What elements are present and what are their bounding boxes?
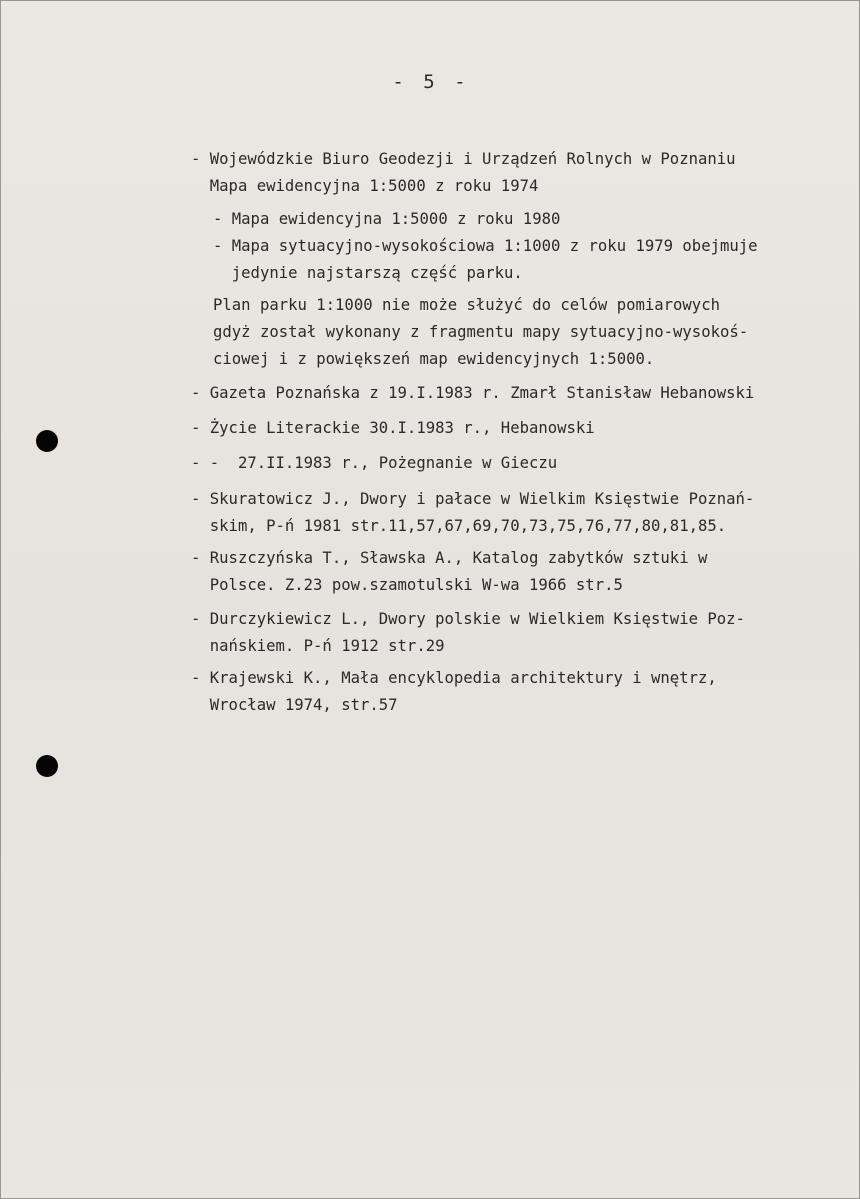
bibliography-line: - Krajewski K., Mała encyklopedia architektury i wnętrz, — [191, 669, 717, 687]
note-line: Plan parku 1:1000 nie może służyć do celów pomiarowych — [213, 296, 720, 314]
bibliography-line: nańskiem. P-ń 1912 str.29 — [191, 637, 445, 655]
bibliography-line: - Skuratowicz J., Dwory i pałace w Wielkim Księstwie Poznań- — [191, 490, 755, 508]
bibliography-line: - Mapa sytuacyjno-wysokościowa 1:1000 z roku 1979 obejmuje — [213, 237, 758, 255]
bibliography-line: - Wojewódzkie Biuro Geodezji i Urządzeń Rolnych w Poznaniu — [191, 150, 736, 168]
punch-hole-icon — [36, 430, 58, 452]
note-line: ciowej i z powiększeń map ewidencyjnych 1:5000. — [213, 350, 655, 368]
bibliography-line: - Gazeta Poznańska z 19.I.1983 r. Zmarł Stanisław Hebanowski — [191, 384, 755, 402]
bibliography-line: - Durczykiewicz L., Dwory polskie w Wielkiem Księstwie Poz- — [191, 610, 745, 628]
bibliography-line: Mapa ewidencyjna 1:5000 z roku 1974 — [191, 177, 539, 195]
bibliography-line: - Ruszczyńska T., Sławska A., Katalog zabytków sztuki w — [191, 549, 708, 567]
page-number: - 5 - — [392, 71, 470, 93]
bibliography-line: - Życie Literackie 30.I.1983 r., Hebanowski — [191, 419, 595, 437]
bibliography-line: skim, P-ń 1981 str.11,57,67,69,70,73,75,76,77,80,81,85. — [191, 517, 727, 535]
bibliography-line: jedynie najstarszą część parku. — [213, 264, 523, 282]
bibliography-line: Polsce. Z.23 pow.szamotulski W-wa 1966 str.5 — [191, 576, 623, 594]
bibliography-line: - Mapa ewidencyjna 1:5000 z roku 1980 — [213, 210, 561, 228]
bibliography-line: - - 27.II.1983 r., Pożegnanie w Gieczu — [191, 454, 558, 472]
bibliography-line: Wrocław 1974, str.57 — [191, 696, 398, 714]
note-line: gdyż został wykonany z fragmentu mapy sytuacyjno-wysokoś- — [213, 323, 749, 341]
punch-hole-icon — [36, 755, 58, 777]
